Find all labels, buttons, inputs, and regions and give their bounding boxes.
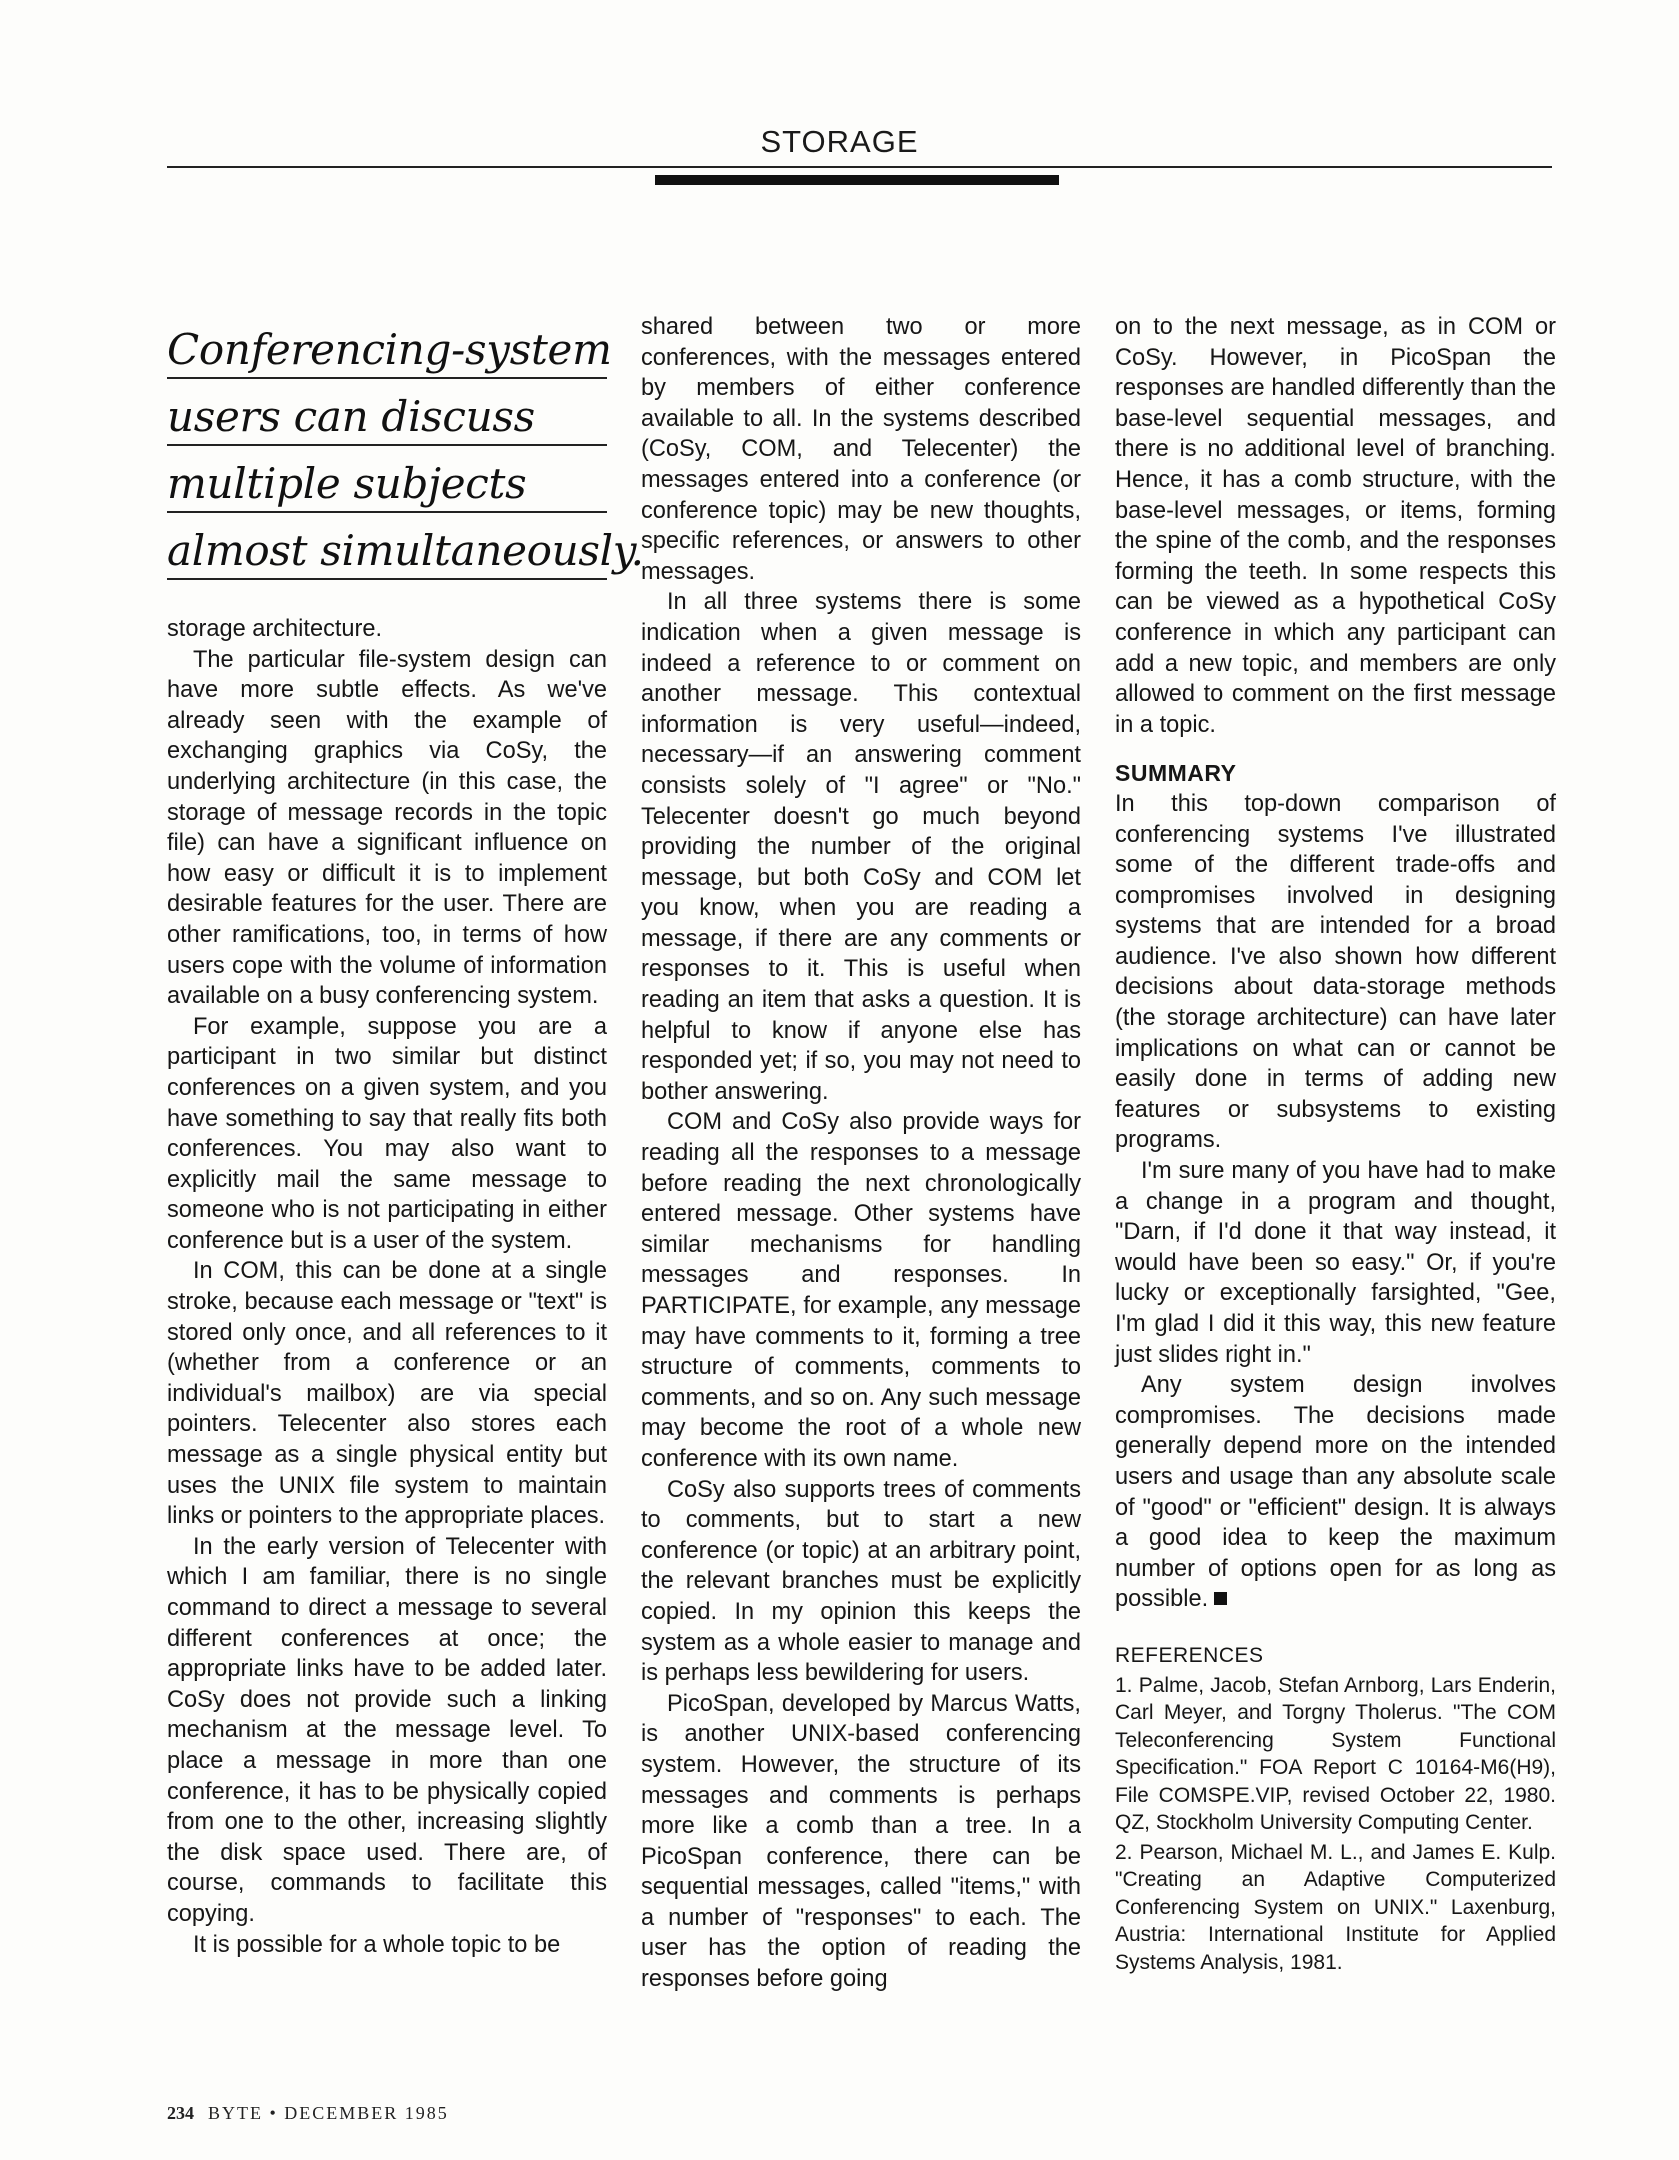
paragraph: on to the next message, as in COM or CoSy. However, in PicoSpan the responses are handled differently than the base-level sequential messages, and there is no additional level of branching. Hence, it has a comb structure, with the base-level messages, or items, forming the spine of the comb, and the responses forming the teeth. In some respects this can be viewed as a hypothetical CoSy conference in which any participant can add a new topic, and members are only allowed to comment on the first message in a topic. [1115,314,1556,738]
summary-heading: SUMMARY [1115,760,1237,787]
paragraph-text: Any system design involves compromises. The decisions made generally depend more on the intended users and usage than any absolute scale of "good" or "efficient" design. It is always a good idea to keep the maximum number of options open for as long as possible. [1115,1372,1556,1613]
header-rule [167,166,1552,168]
section-title: STORAGE [760,124,919,159]
paragraph: storage architecture. [167,616,383,642]
paragraph: For example, suppose you are a participant in two similar but distinct conferences on a given system, and you have something to say that really fits both conferences. You may also want to explicitly mail the same message to someone who is not participating in either conference but is a user of the system. [167,1013,607,1254]
paragraph: In COM, this can be done at a single stroke, because each message or "text" is stored only once, and all references to it (whether from a conference or an individual's mailbox) are via special pointers. Telecenter also stores each message as a single physical entity but uses the UNIX file system to maintain links or pointers to the appropriate places. [167,1258,607,1530]
header-bar [655,175,1059,185]
references-heading: REFERENCES [1115,1643,1264,1667]
paragraph [1115,1370,1556,1615]
column-3 [1115,312,1556,1978]
page-number: 234 [167,2103,194,2123]
publication-info: BYTE • DECEMBER 1985 [208,2103,449,2123]
paragraph: The particular file-system design can have more subtle effects. As we've already seen with the example of exchanging graphics via CoSy, the underlying architecture (in this case, the storage of message records in the topic file) can have a significant influence on how easy or difficult it is to implement desirable features for the user. There are other ramifications, too, in terms of how users cope with the volume of information available on a busy conferencing system. [167,646,607,1010]
paragraph: shared between two or more conferences, with the messages entered by members of either conference available to all. In the systems described (CoSy, COM, and Telecenter) the messages entered into a conference (or conference topic) may be new thoughts, specific references, or answers to other messages. [641,314,1081,585]
column-2 [641,312,1081,1995]
paragraph: CoSy also supports trees of comments to comments, but to start a new conference (or topic) at an arbitrary point, the relevant branches must be explicitly copied. In my opinion this keeps the system as a whole easier to manage and is perhaps less bewildering for users. [641,1476,1081,1687]
paragraph: It is possible for a whole topic to be [193,1931,561,1958]
reference-item: 1. Palme, Jacob, Stefan Arnborg, Lars Enderin, Carl Meyer, and Torgny Tholerus. "The COM Teleconferencing System Functional Specification." FOA Report C 10164-M6(H9), File COMSPE.VIP, revised October 22, 1980. QZ, Stockholm University Computing Center. [1115,1673,1556,1835]
page-footer [167,2103,449,2124]
paragraph: I'm sure many of you have had to make a change in a program and thought, "Darn, if I'd done it that way instead, it would have been so easy." Or, if you're lucky or exceptionally farsighted, "Gee, I'm glad I did it this way, this new feature just slides right in." [1115,1158,1556,1368]
paragraph: In this top-down comparison of conferencing systems I've illustrated some of the different trade-offs and compromises involved in designing systems that are intended for a broad audience. I've also shown how different decisions about data-storage methods (the storage architecture) can have later implications on what can or cannot be easily done in terms of adding new features or subsystems to existing programs. [1115,790,1556,1154]
pull-quote-line: Conferencing-system [167,312,607,379]
paragraph: In the early version of Telecenter with which I am familiar, there is no single command to direct a message to several different conferences at once; the appropriate links have to be added later. CoSy does not provide such a linking mechanism at the message level. To place a message in more than one conference, it has to be physically copied from one to the other, increasing slightly the disk space used. There are, of course, commands to facilitate this copying. [167,1533,607,1927]
paragraph: PicoSpan, developed by Marcus Watts, is another UNIX-based conferencing system. However, the structure of its messages and comments is perhaps more like a comb than a tree. In a PicoSpan conference, there can be sequential messages, called "items," with a number of "responses" to each. The user has the option of reading the responses before going [641,1690,1081,1993]
references-list [1115,1672,1556,1977]
reference-item: 2. Pearson, Michael M. L., and James E. Kulp. "Creating an Adaptive Computerized Conferencing System on UNIX." Laxenburg, Austria: International Institute for Applied Systems Analysis, 1981. [1115,1840,1556,1974]
pull-quote [167,312,644,580]
paragraph: COM and CoSy also provide ways for reading all the responses to a message before reading the next chronologically entered message. Other systems have similar mechanisms for handling messages and responses. In PARTICIPATE, for example, any message may have comments to it, forming a tree structure of comments, comments to comments, and so on. Any such message may become the root of a whole new conference with its own name. [641,1109,1081,1472]
pull-quote-line: users can discuss [167,379,607,446]
end-of-article-mark [1214,1592,1227,1605]
pull-quote-line: multiple subjects [167,446,607,513]
pull-quote-line: almost simultaneously. [167,513,607,580]
column-1 [167,312,644,1960]
paragraph: In all three systems there is some indication when a given message is indeed a reference to or comment on another message. This contextual information is very useful—indeed, necessary—if an answering comment consists solely of "I agree" or "No." Telecenter doesn't go much beyond providing the number of the original message, but both CoSy and COM let you know, when you are reading a message, if there are any comments or responses to it. This is useful when reading an item that asks a question. It is helpful to know if anyone else has responded yet; if so, you may not need to bother answering. [641,589,1081,1105]
